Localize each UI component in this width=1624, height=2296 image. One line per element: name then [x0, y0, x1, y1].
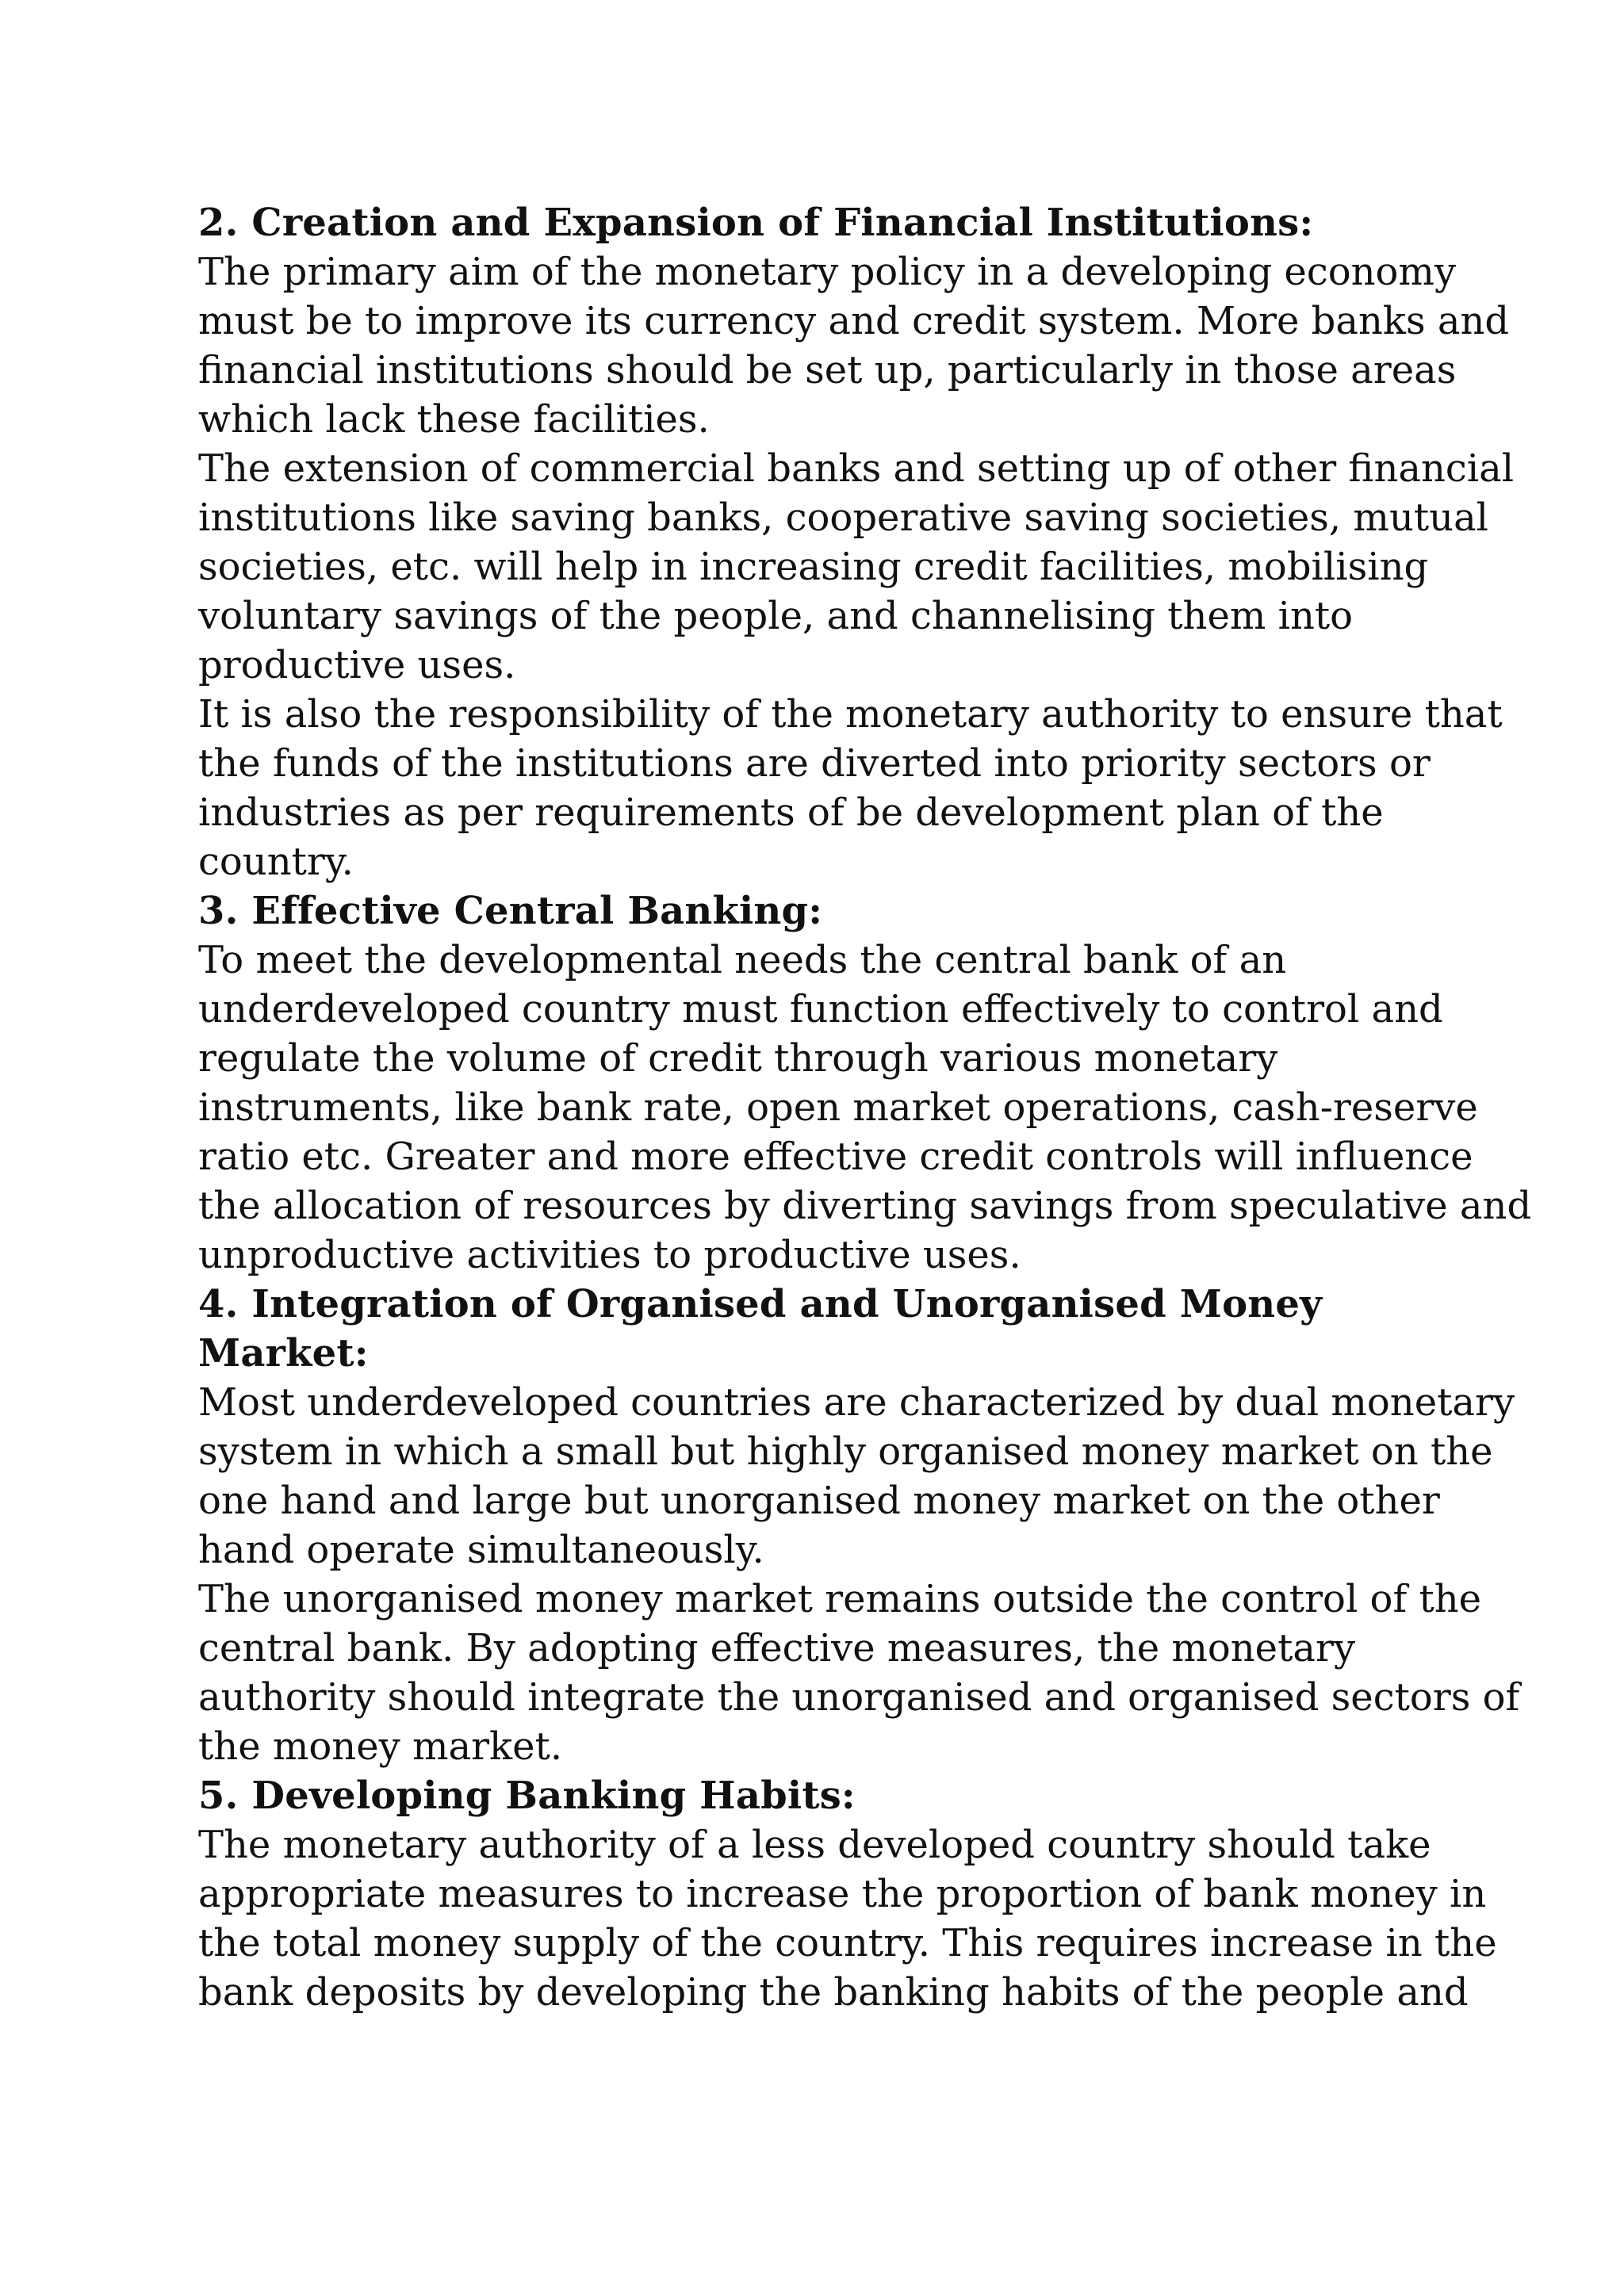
text-line: appropriate measures to increase the proportion of bank money in	[198, 1872, 1487, 1916]
text-line: central bank. By adopting effective measures, the monetary	[198, 1626, 1356, 1670]
paragraph	[198, 247, 1510, 444]
paragraph	[198, 690, 1503, 886]
section-heading	[198, 886, 1467, 936]
text-line: one hand and large but unorganised money market on the other	[198, 1479, 1440, 1523]
heading-line: Market:	[198, 1331, 369, 1376]
document-page	[198, 198, 1532, 2017]
heading-line: 2. Creation and Expansion of Financial Institutions:	[198, 201, 1314, 245]
text-line: industries as per requirements of be development plan of the	[198, 790, 1384, 835]
text-line: country.	[198, 840, 354, 884]
section-financial-institutions	[198, 198, 1515, 886]
text-line: underdeveloped country must function effectively to control and	[198, 987, 1443, 1031]
text-line: the total money supply of the country. This requires increase in the	[198, 1921, 1497, 1965]
text-line: instruments, like bank rate, open market operations, cash-reserve	[198, 1085, 1478, 1130]
text-line: It is also the responsibility of the monetary authority to ensure that	[198, 692, 1503, 737]
heading-line: 4. Integration of Organised and Unorganised Money	[198, 1282, 1323, 1326]
text-line: productive uses.	[198, 643, 516, 687]
paragraph	[198, 1575, 1520, 1771]
paragraph	[198, 1378, 1515, 1575]
text-line: authority should integrate the unorganised and organised sectors of	[198, 1675, 1520, 1720]
text-line: The extension of commercial banks and setting up of other financial	[198, 446, 1515, 491]
text-line: Most underdeveloped countries are characterized by dual monetary	[198, 1380, 1515, 1425]
text-line: voluntary savings of the people, and channelising them into	[198, 594, 1354, 638]
section-heading	[198, 1280, 1467, 1378]
heading-line: 5. Developing Banking Habits:	[198, 1774, 856, 1818]
text-line: system in which a small but highly organised money market on the	[198, 1429, 1493, 1474]
paragraph	[198, 1820, 1497, 2017]
text-line: which lack these facilities.	[198, 397, 710, 442]
paragraph	[198, 936, 1532, 1280]
text-line: unproductive activities to productive uses.	[198, 1233, 1021, 1277]
text-line: the money market.	[198, 1724, 563, 1769]
text-line: bank deposits by developing the banking habits of the people and	[198, 1970, 1469, 2015]
text-line: The unorganised money market remains outside the control of the	[198, 1577, 1482, 1621]
text-line: institutions like saving banks, cooperative saving societies, mutual	[198, 496, 1489, 540]
text-line: The primary aim of the monetary policy in a developing economy	[198, 250, 1457, 294]
text-line: ratio etc. Greater and more effective credit controls will influence	[198, 1135, 1473, 1179]
text-line: the funds of the institutions are diverted into priority sectors or	[198, 741, 1431, 786]
section-heading	[198, 1771, 1467, 1820]
paragraph	[198, 444, 1515, 690]
text-line: societies, etc. will help in increasing credit facilities, mobilising	[198, 545, 1429, 589]
heading-line: 3. Effective Central Banking:	[198, 889, 823, 933]
text-line: hand operate simultaneously.	[198, 1528, 764, 1572]
text-line: regulate the volume of credit through various monetary	[198, 1036, 1278, 1081]
text-line: The monetary authority of a less developed country should take	[198, 1823, 1431, 1867]
text-line: To meet the developmental needs the central bank of an	[198, 938, 1287, 982]
text-line: financial institutions should be set up, particularly in those areas	[198, 348, 1457, 392]
section-heading	[198, 198, 1467, 247]
text-line: must be to improve its currency and credit system. More banks and	[198, 299, 1510, 343]
section-money-market-integration	[198, 1280, 1520, 1771]
section-banking-habits	[198, 1771, 1497, 2017]
section-central-banking	[198, 886, 1532, 1280]
text-line: the allocation of resources by diverting savings from speculative and	[198, 1184, 1532, 1228]
